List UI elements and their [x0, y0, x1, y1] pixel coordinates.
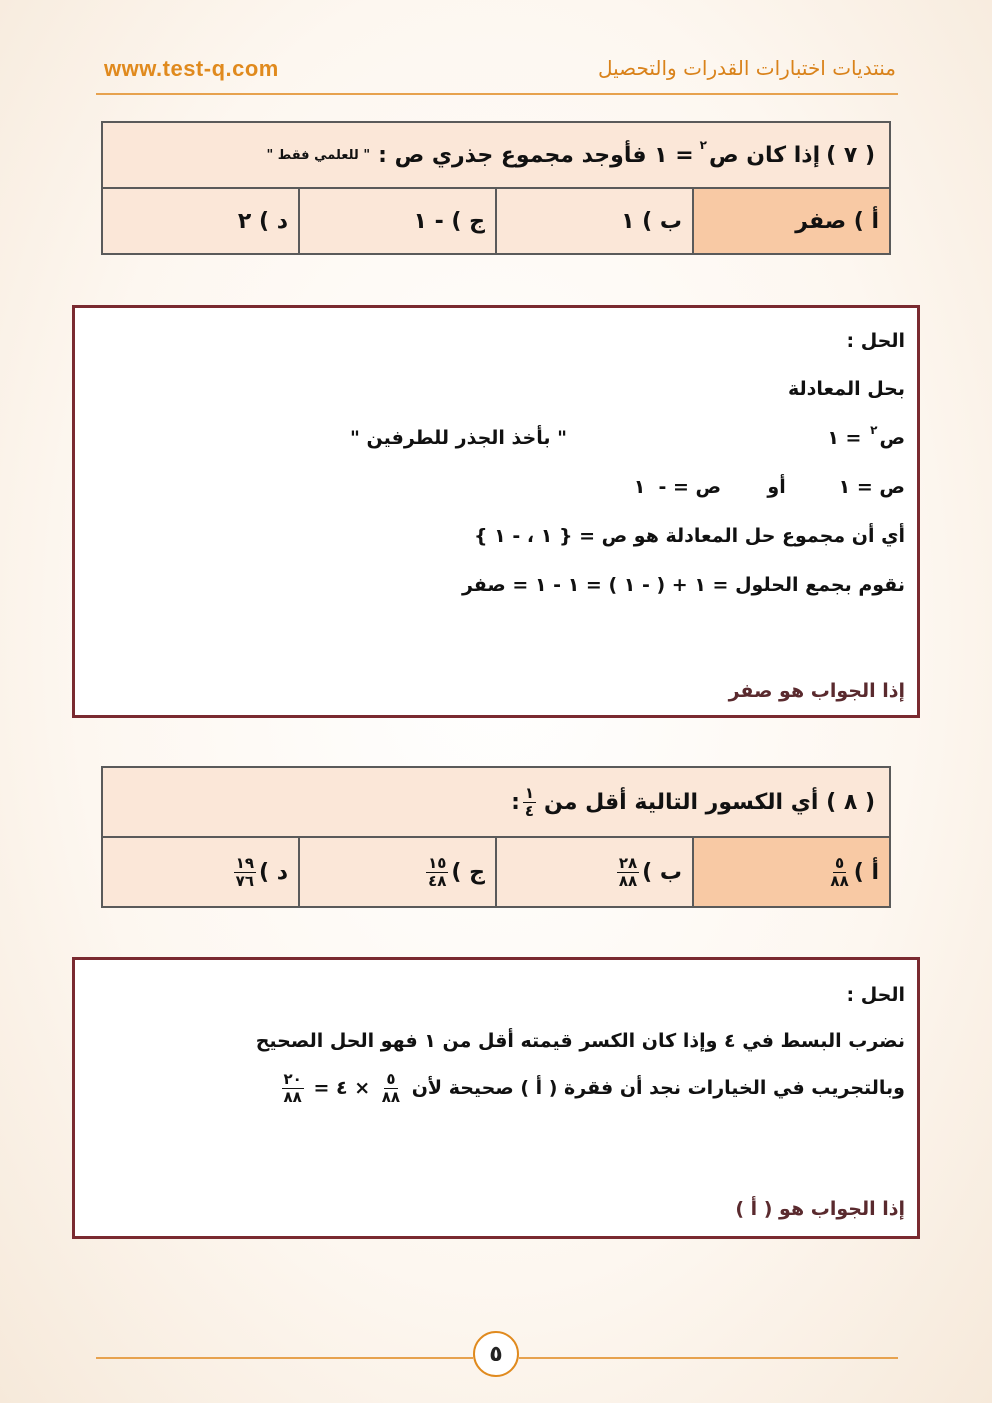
question-8-text: ( ٨ ) أي الكسور التالية أقل من: [544, 789, 875, 815]
q8-option-c-fraction: [426, 853, 448, 890]
answer-7-line-4: أي أن مجموع حل المعادلة هو ص = { ١ ، - ١ }: [474, 525, 905, 547]
question-8-box: [101, 766, 891, 908]
answer-7-line-2-value: = ١: [827, 427, 862, 449]
q8-option-b[interactable]: [495, 838, 692, 906]
question-7-note: " للعلمي فقط ": [266, 147, 371, 163]
answer-8-line-1: نضرب البسط في ٤ وإذا كان الكسر قيمته أقل من ١ فهو الحل الصحيح: [255, 1030, 905, 1052]
answer-7-line-2-note: " بأخذ الجذر للطرفين ": [350, 427, 567, 449]
page-number: ٥: [473, 1331, 519, 1377]
answer-8-line-2: [279, 1072, 905, 1105]
answer-7-line-2-var: ص: [879, 427, 905, 449]
question-8-colon: :: [511, 789, 520, 815]
q7-option-a[interactable]: أ ) صفر: [692, 189, 889, 253]
footer-rule-right: [519, 1357, 898, 1359]
q8-option-a-label: أ ): [853, 859, 879, 885]
answer-7-box: [72, 305, 920, 718]
footer-rule-left: [96, 1357, 473, 1359]
question-8-options: [103, 838, 889, 906]
question-8-fraction: [523, 783, 536, 820]
answer-8-fraction-1: [380, 1072, 402, 1105]
q8-option-d-den: ٧٦: [235, 871, 254, 890]
q8-option-a-fraction: [828, 853, 850, 890]
answer-8-line-2-op: × ٤ =: [313, 1077, 371, 1099]
answer-7-final: إذا الجواب هو صفر: [728, 680, 905, 702]
q8-option-b-fraction: [617, 853, 639, 890]
question-7-title: [103, 123, 889, 189]
question-8-title: [103, 768, 889, 838]
answer-8-frac-1-num: ٥: [386, 1070, 396, 1088]
q8-option-b-num: ٢٨: [618, 853, 638, 872]
answer-8-box: [72, 957, 920, 1239]
q7-option-c[interactable]: ج ) - ١: [298, 189, 495, 253]
answer-8-frac-2-den: ٨٨: [283, 1088, 302, 1106]
q8-option-b-label: ب ): [642, 859, 682, 885]
q7-option-d[interactable]: د ) ٢: [237, 208, 288, 234]
question-7-rest: = ١ فأوجد مجموع جذري ص :: [378, 142, 694, 168]
question-8-frac-den: ٤: [524, 801, 535, 820]
site-url[interactable]: www.test-q.com: [104, 56, 279, 81]
question-7-options: [103, 189, 889, 253]
q8-option-c-den: ٤٨: [428, 871, 447, 890]
q7-option-b[interactable]: ب ) ١: [495, 189, 692, 253]
answer-8-fraction-2: [282, 1072, 304, 1105]
q8-option-d-num: ١٩: [235, 853, 254, 872]
question-7-exponent: ٢: [699, 138, 707, 152]
q8-option-c-label: ج ): [451, 859, 485, 885]
question-7-number: ( ٧ ): [826, 142, 875, 168]
q8-option-c-num: ١٥: [428, 853, 447, 872]
answer-8-frac-2-num: ٢٠: [283, 1070, 302, 1088]
answer-7-line-1: بحل المعادلة: [787, 378, 905, 400]
q8-option-d[interactable]: [103, 838, 298, 906]
question-7-lead: إذا كان ص: [709, 142, 821, 168]
forum-title: منتديات اختبارات القدرات والتحصيل: [597, 56, 896, 80]
q8-option-d-label: د ): [258, 859, 288, 885]
q8-option-a[interactable]: [692, 838, 889, 906]
answer-8-title: الحل :: [846, 984, 905, 1006]
question-8-frac-num: ١: [524, 783, 535, 802]
answer-7-line-2: [827, 423, 905, 449]
answer-7-line-2-exponent: ٢: [870, 423, 878, 437]
q8-option-c[interactable]: [298, 838, 495, 906]
answer-8-frac-1-den: ٨٨: [381, 1088, 401, 1106]
answer-7-line-5: نقوم بجمع الحلول = ١ + ( - ١ ) = ١ - ١ = صفر: [461, 574, 905, 596]
answer-7-line-3: ص = ١ أو ص = - ١: [633, 476, 905, 498]
answer-7-title: الحل :: [846, 330, 905, 352]
q8-option-a-num: ٥: [835, 853, 845, 872]
answer-8-final: إذا الجواب هو ( أ ): [735, 1198, 905, 1220]
header-divider: [96, 93, 898, 95]
answer-8-line-2-text: وبالتجريب في الخيارات نجد أن فقرة ( أ ) صحيحة لأن: [411, 1077, 905, 1099]
q8-option-d-fraction: [234, 853, 256, 890]
q8-option-b-den: ٨٨: [618, 871, 638, 890]
question-7-box: [101, 121, 891, 255]
q8-option-a-den: ٨٨: [830, 871, 849, 890]
